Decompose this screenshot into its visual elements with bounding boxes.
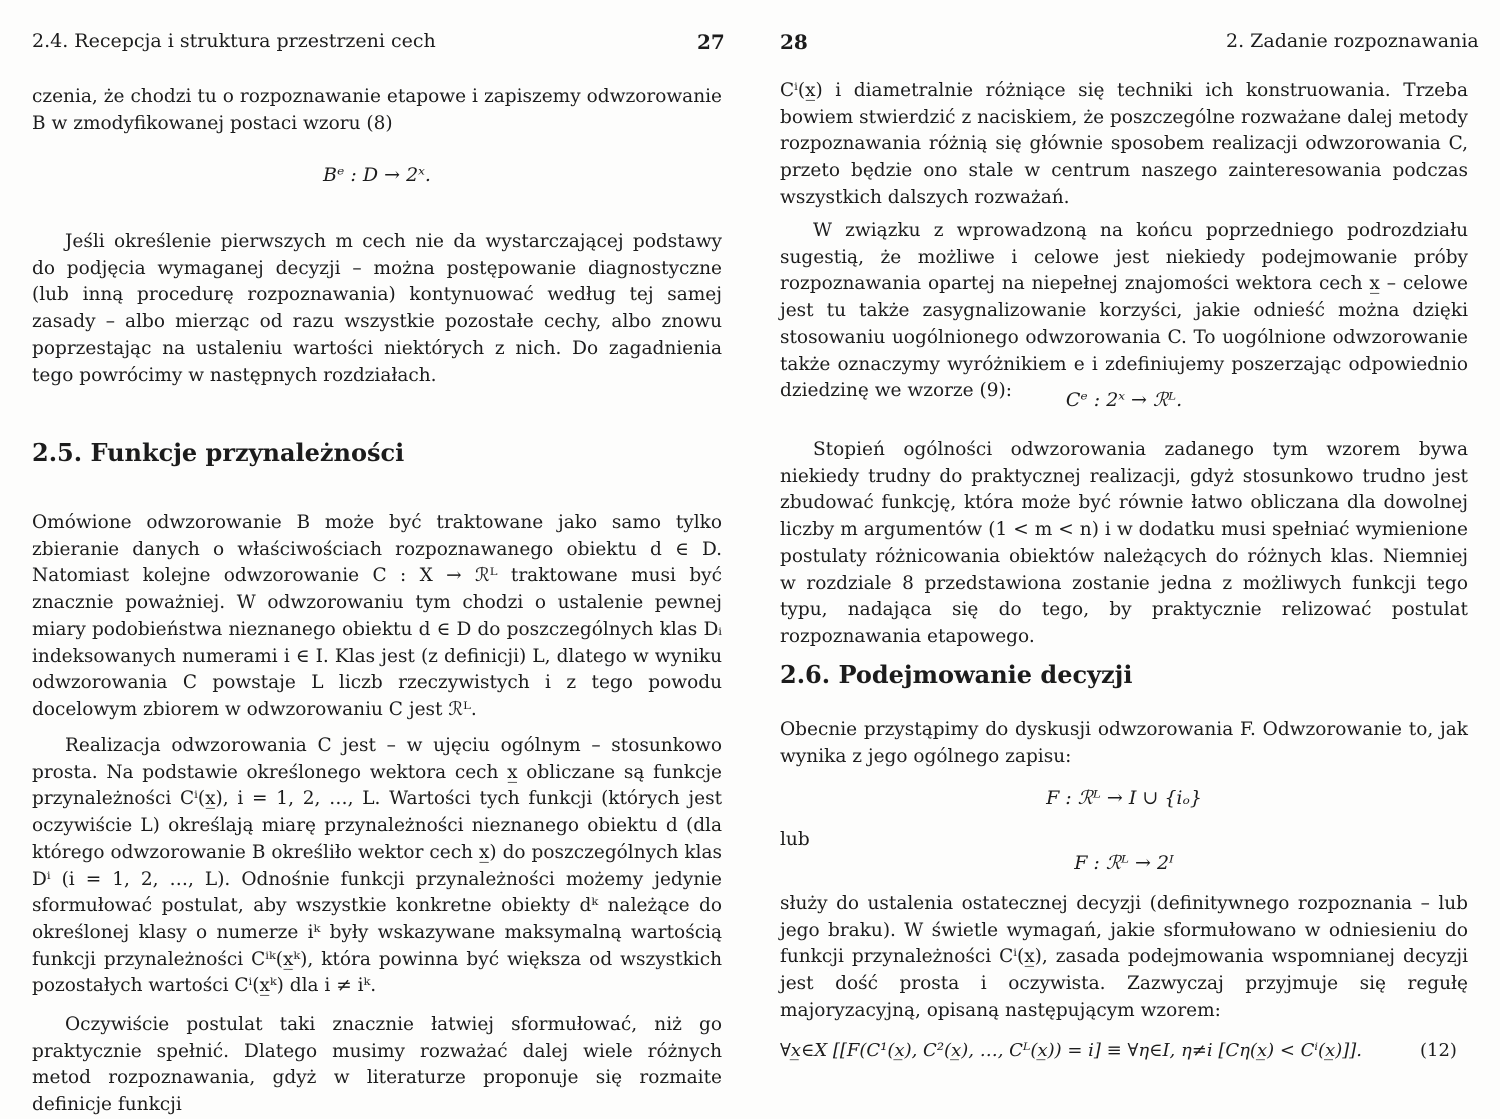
paragraph-sluzy: służy do ustalenia ostatecznej decyzji (definitywnego rozpoznania – lub jego braku). W świetle wymagań, jakie sformułowano w odniesieniu do funkcji przynależności Cⁱ(x̲), zasada podejmowania wspomnianej decyzji jest dość prosta i oczywista. Zazwyczaj przyjmuje się regułę majoryzacyjną, opisaną następującym wzorem: — [780, 893, 1468, 1021]
paragraph-realizacja: Realizacja odwzorowania C jest – w ujęciu ogólnym – stosunkowo prosta. Na podstawie określonego wektora cech x̲ obliczane są funkcje przynależności Cⁱ(x̲), i = 1, 2, …, L. Wartości tych funkcji (których jest oczywiście L) określają miarę przynależności nieznanego obiektu d (dla którego odwzorowanie B określiło wektor cech x̲) do poszczególnych klas Dⁱ (i = 1, 2, …, L). Odnośnie funkcji przynależności możemy jedynie sformułować postulat, aby wszystkie konkretne obiekty dᵏ należące do określonej klasy o numerze iᵏ były wskazywane maksymalną wartością funkcji przynależności Cⁱᵏ(x̲ᵏ), która powinna być większa od wszystkich pozostałych wartości Cⁱ(x̲ᵏ) dla i ≠ iᵏ. — [32, 735, 722, 997]
page-number — [780, 30, 808, 54]
section-heading-2-6: 2.6. Podejmowanie decyzji — [780, 660, 1133, 689]
paragraph-zwiazku: W związku z wprowadzoną na końcu poprzedniego podrozdziału sugestią, że możliwe i celowe jest niekiedy podejmowanie próby rozpoznawania opartej na niepełnej znajomości wektora cech x̲ – celowe jest tu także zasygnalizowanie korzyści, jakie odnieść można dzięki stosowaniu uogólnionego odwzorowania C. To uogólnione odwzorowanie także oznaczymy wyróżnikiem e i zdefiniujemy poszerzając odpowiednio dziedzinę we wzorze (9): — [780, 220, 1468, 402]
equation-f1: F : ℛᴸ → I ∪ {iₒ} — [1046, 787, 1202, 809]
paragraph-omowione: Omówione odwzorowanie B może być traktowane jako samo tylko zbieranie danych o właściwościach rozpoznawanego obiektu d ∈ D. Natomiast kolejne odwzorowanie C : X → ℛᴸ traktowane musi być znacznie poważniej. W odwzorowaniu tym chodzi o ustalenie pewnej miary podobieństwa nieznanego obiektu d ∈ D do poszczególnych klas Dᵢ indeksowanych numerami i ∈ I. Klas jest (z definicji) L, dlatego w wyniku odwzorowania C powstaje L liczb rzeczywistych i z tego powodu docelowym zbiorem w odwzorowaniu C jest ℛᴸ. — [32, 512, 722, 720]
page-number — [697, 30, 725, 54]
paragraph-jesli: Jeśli określenie pierwszych m cech nie da wystarczającej podstawy do podjęcia wymaganej decyzji – można postępowanie diagnostyczne (lub inną procedurę rozpoznawania) kontynuować według tej samej zasady – albo mierząc od razu wszystkie pozostałe cechy, albo znowu poprzestając na ustaleniu wartości niektórych z nich. Do zagadnienia tego powrócimy w następnych rozdziałach. — [32, 231, 722, 386]
paragraph-obecnie: Obecnie przystąpimy do dyskusji odwzorowania F. Odwzorowanie to, jak wynika z jego ogólnego zapisu: — [780, 719, 1468, 767]
equation-be: Bᵉ : D → 2ˣ. — [323, 164, 431, 186]
page-number-left: 27 — [697, 30, 725, 54]
page-number-right: 28 — [780, 30, 808, 54]
running-header-chapter: 2. Zadanie rozpoznawania — [1226, 30, 1479, 52]
running-header-section: 2.4. Recepcja i struktura przestrzeni cech — [32, 30, 436, 52]
equation-12: ∀x̲∈X [[F(C¹(x̲), C²(x̲), …, Cᴸ(x̲)) = i] ≡ ∀η∈I, η≠i [Cη(x̲) < Cⁱ(x̲)]]. — [780, 1040, 1363, 1061]
section-heading-2-5: 2.5. Funkcje przynależności — [32, 438, 405, 467]
paragraph-continuation: Cⁱ(x̲) i diametralnie różniące się techniki ich konstruowania. Trzeba bowiem stwierdzić z naciskiem, że poszczególne rozważane dalej metody rozpoznawania różnią się głównie sposobem realizacji odwzorowania C, przeto będzie ono stale w centrum naszego zainteresowania podczas wszystkich dalszych rozważań. — [780, 80, 1468, 208]
equation-ce: Cᵉ : 2ˣ → ℛᴸ. — [1065, 389, 1183, 411]
equation-12-number: (12) — [1420, 1040, 1457, 1061]
left-page — [0, 0, 750, 1118]
paragraph-stopien: Stopień ogólności odwzorowania zadanego tym wzorem bywa niekiedy trudny do praktycznej realizacji, gdyż stosunkowo trudno jest zbudować funkcję, która może być równie łatwo obliczana dla dowolnej liczby m argumentów (1 < m < n) i w dodatku musi spełniać wymienione postulaty różnicowania obiektów należących do różnych klas. Niemniej w rozdziale 8 przedstawiona zostanie jedna z możliwych funkcji tego typu, nadająca się do tego, by praktycznie relizować postulat rozpoznawania etapowego. — [780, 439, 1468, 647]
equation-f2: F : ℛᴸ → 2ᴵ — [1074, 852, 1174, 874]
paragraph-oczywiscie: Oczywiście postulat taki znacznie łatwiej sformułować, niż go praktycznie spełnić. Dlatego musimy rozważać dalej wiele różnych metod rozpoznawania, gdyż w literaturze proponuje się rozmaite definicje funkcji — [32, 1014, 722, 1116]
paragraph-intro: czenia, że chodzi tu o rozpoznawanie etapowe i zapiszemy odwzorowanie B w zmodyfikowanej postaci wzoru (8) — [32, 86, 722, 134]
word-lub: lub — [780, 829, 810, 850]
right-page — [750, 0, 1500, 1118]
